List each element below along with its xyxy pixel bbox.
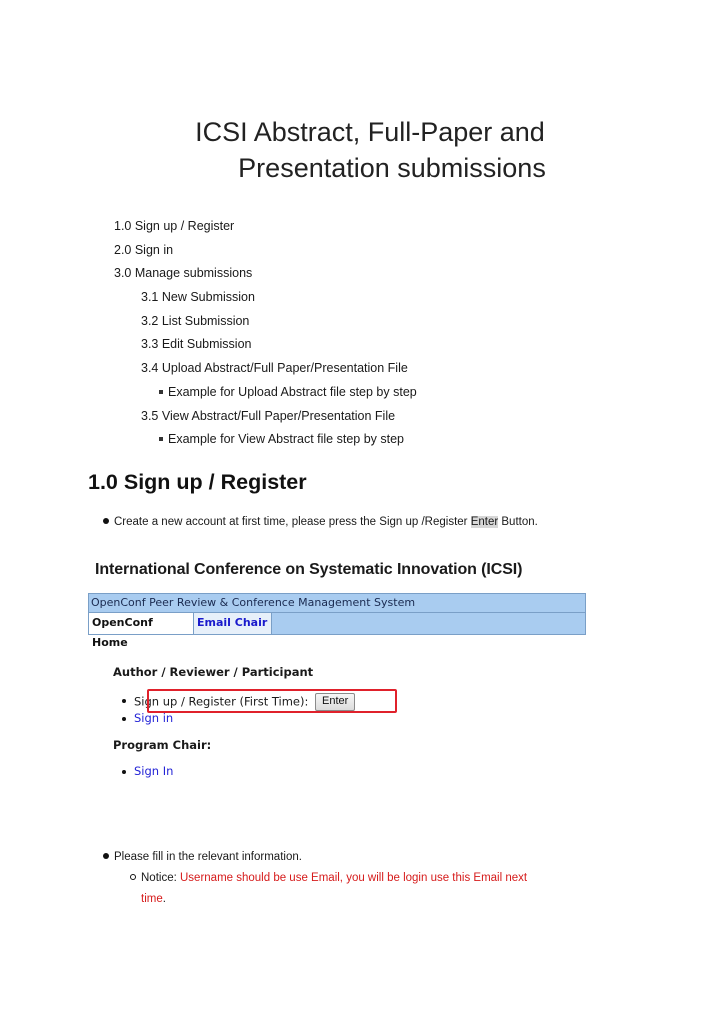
title-line-1: ICSI Abstract, Full-Paper and [195, 117, 545, 147]
square-bullet-icon [159, 390, 163, 394]
toc-item[interactable] [114, 263, 417, 287]
author-heading: Author / Reviewer / Participant [113, 665, 314, 679]
toc-item[interactable] [114, 216, 417, 240]
chair-signin-link[interactable]: Sign In [134, 764, 174, 778]
toc-item-label[interactable]: 3.3 Edit Submission [141, 337, 252, 352]
toc-item-label[interactable]: 2.0 Sign in [114, 242, 174, 257]
system-bar: OpenConf Peer Review & Conference Management System [88, 593, 586, 613]
notice-bullet [130, 872, 527, 884]
notice-label: Notice: [141, 872, 180, 884]
bullet-dot-icon [103, 853, 109, 859]
bullet-dot-icon [122, 699, 126, 703]
instruction-text-end: Button. [498, 516, 538, 528]
notice-continuation [141, 893, 166, 905]
toc-item[interactable] [114, 382, 417, 406]
section-heading: 1.0 Sign up / Register [88, 470, 307, 494]
nav-email-chair[interactable]: Email Chair [194, 613, 272, 634]
toc-item-label[interactable]: 3.4 Upload Abstract/Full Paper/Presentation File [141, 361, 408, 376]
toc-item-label[interactable]: 3.1 New Submission [141, 290, 255, 305]
notice-text-continued: time [141, 893, 163, 905]
document-title [0, 114, 720, 186]
square-bullet-icon [159, 437, 163, 441]
enter-button[interactable]: Enter [315, 693, 355, 711]
fill-info-text: Please fill in the relevant information. [114, 851, 302, 863]
instruction-text: Create a new account at first time, please press the Sign up /Register [114, 516, 471, 528]
bullet-dot-icon [103, 518, 109, 524]
toc-item-label[interactable]: 3.5 View Abstract/Full Paper/Presentation File [141, 408, 396, 423]
toc-item[interactable] [114, 240, 417, 264]
chair-signin-item [134, 764, 173, 778]
nav-openconf-home[interactable]: OpenConf Home [89, 613, 194, 634]
toc-item-label[interactable]: 3.2 List Submission [141, 313, 250, 328]
toc-item-label[interactable]: 3.0 Manage submissions [114, 266, 253, 281]
conference-title: International Conference on Systematic Innovation (ICSI) [95, 561, 523, 578]
toc-item[interactable] [114, 429, 417, 453]
bullet-dot-icon [122, 717, 126, 721]
toc-item[interactable] [114, 334, 417, 358]
bullet-dot-icon [122, 770, 126, 774]
embedded-screenshot [88, 558, 586, 788]
nav-bar [88, 613, 586, 649]
toc-item-label[interactable]: 1.0 Sign up / Register [114, 219, 235, 233]
signin-link[interactable]: Sign in [134, 711, 174, 725]
signup-label: Sign up / Register (First Time): [134, 694, 309, 709]
toc-item-label[interactable]: Example for View Abstract file step by step [168, 432, 404, 447]
table-of-contents [114, 216, 417, 453]
fill-info-bullet [103, 851, 302, 863]
title-line-2: Presentation submissions [238, 153, 546, 183]
highlighted-text: Enter [470, 516, 499, 528]
toc-item[interactable] [114, 311, 417, 335]
program-chair-heading: Program Chair: [113, 738, 212, 752]
hollow-bullet-icon [130, 874, 136, 880]
highlight-box [147, 689, 397, 713]
toc-item[interactable] [114, 406, 417, 430]
toc-item-label[interactable]: Example for Upload Abstract file step by step [168, 384, 417, 399]
toc-item[interactable] [114, 358, 417, 382]
notice-text: Username should be use Email, you will be login use this Email next [180, 872, 528, 884]
toc-item[interactable] [114, 287, 417, 311]
signin-item [134, 711, 173, 725]
notice-period: . [162, 893, 166, 905]
instruction-bullet [103, 516, 538, 528]
